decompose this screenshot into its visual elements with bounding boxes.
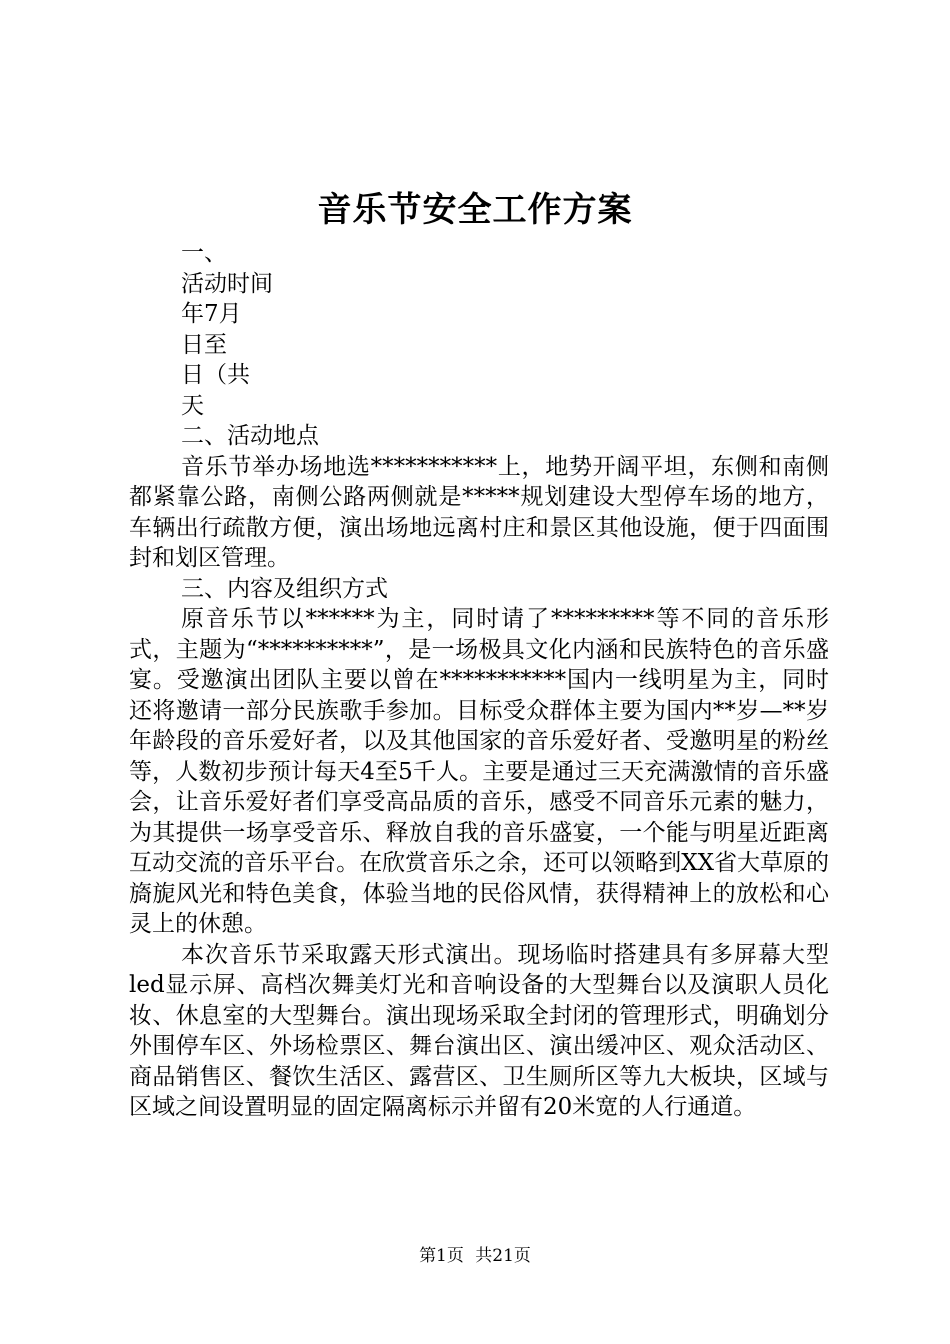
date-line-start: 日至 [181,331,227,358]
location-paragraph: 音乐节举办场地选***********上，地势开阔平坦，东侧和南侧都紧靠公路，南侧公路两侧就是*****规划建设大型停车场的地方，车辆出行疏散方便，演出场地远离村庄和景区其他设施，便于四面围封和划区管理。 [129,453,829,571]
activity-time-heading: 活动时间 [181,270,273,297]
page-footer [0,1244,950,1268]
date-line-days: 天 [181,392,204,419]
document-body [129,238,829,1123]
date-line-end: 日（共 [181,362,250,388]
date-line-month: 年7月 [181,301,242,327]
page-number: 第1页 [419,1246,464,1266]
activity-location-heading: 二、活动地点 [181,423,319,449]
content-organization-heading: 三、内容及组织方式 [181,575,388,602]
content-paragraph: 原音乐节以******为主，同时请了*********等不同的音乐形式，主题为“**********”，是一场极具文化内涵和民族特色的音乐盛宴。受邀演出团队主要以曾在***********国内一线明星为主，同时还将邀请一部分民族歌手参加。目标受众群体主要为国内**岁—**岁年龄段的音乐爱好者，以及其他国家的音乐爱好者、受邀明星的粉丝等，人数初步预计每天4至5千人。主要是通过三天充满激情的音乐盛会，让音乐爱好者们享受高品质的音乐，感受不同音乐元素的魅力，为其提供一场享受音乐、释放自我的音乐盛宴，一个能与明星近距离互动交流的音乐平台。在欣赏音乐之余，还可以领略到XX省大草原的旖旎风光和特色美食，体验当地的民俗风情，获得精神上的放松和心灵上的休憩。 [129,606,829,937]
page-total: 共21页 [475,1246,531,1266]
section-number-1: 一、 [181,240,227,266]
performance-paragraph: 本次音乐节采取露天形式演出。现场临时搭建具有多屏幕大型led显示屏、高档次舞美灯光和音响设备的大型舞台以及演职人员化妆、休息室的大型舞台。演出现场采取全封闭的管理形式，明确划分外围停车区、外场检票区、舞台演出区、演出缓冲区、观众活动区、商品销售区、餐饮生活区、露营区、卫生厕所区等九大板块，区域与区域之间设置明显的固定隔离标示并留有20米宽的人行通道。 [129,941,829,1120]
document-title: 音乐节安全工作方案 [317,190,633,230]
